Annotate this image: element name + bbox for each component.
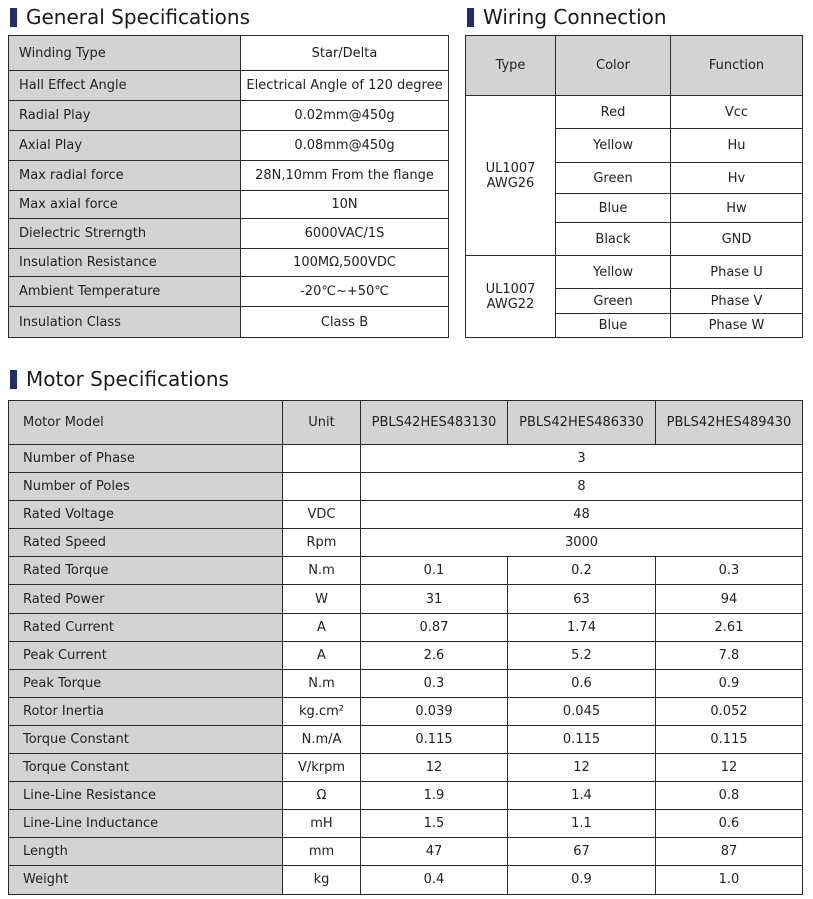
table-row xyxy=(9,725,803,753)
value-cell: 5.2 xyxy=(508,641,656,669)
wire-function: Phase W xyxy=(671,314,803,338)
value-cell: 1.0 xyxy=(656,866,803,894)
spec-value: Electrical Angle of 120 degree xyxy=(241,71,449,101)
spec-value: 100MΩ,500VDC xyxy=(241,249,449,277)
wiring-connection-table xyxy=(465,35,803,338)
value-cell: 63 xyxy=(508,585,656,613)
spec-label: Max radial force xyxy=(9,161,241,191)
table-row xyxy=(9,101,449,131)
table-row xyxy=(9,697,803,725)
spec-label: Hall Effect Angle xyxy=(9,71,241,101)
unit-cell: mm xyxy=(283,838,361,866)
spec-value: 6000VAC/1S xyxy=(241,219,449,249)
unit-cell: N.m xyxy=(283,557,361,585)
heading-bar-icon xyxy=(10,8,17,27)
value-cell: 0.115 xyxy=(656,725,803,753)
unit-cell: VDC xyxy=(283,501,361,529)
value-cell: 0.3 xyxy=(656,557,803,585)
value-cell: 1.1 xyxy=(508,810,656,838)
value-cell: 0.1 xyxy=(361,557,508,585)
spec-label: Insulation Class xyxy=(9,307,241,338)
general-specifications-heading xyxy=(10,5,250,29)
value-cell: 47 xyxy=(361,838,508,866)
wire-color: Black xyxy=(556,223,671,256)
value-cell: 12 xyxy=(508,754,656,782)
spec-label: Axial Play xyxy=(9,131,241,161)
value-cell: 0.8 xyxy=(656,782,803,810)
spec-value: -20℃~+50℃ xyxy=(241,277,449,307)
wiring-connection-heading xyxy=(467,5,667,29)
column-header: Unit xyxy=(283,401,361,445)
value-cell: 0.6 xyxy=(656,810,803,838)
value-cell: 7.8 xyxy=(656,641,803,669)
column-header: PBLS42HES483130 xyxy=(361,401,508,445)
value-cell: 0.2 xyxy=(508,557,656,585)
wire-function: Hw xyxy=(671,194,803,223)
value-cell: 0.6 xyxy=(508,669,656,697)
spec-label: Dielectric Strerngth xyxy=(9,219,241,249)
table-row xyxy=(9,557,803,585)
table-row xyxy=(9,669,803,697)
wire-function: Hv xyxy=(671,163,803,194)
wire-type: UL1007 AWG22 xyxy=(466,256,556,338)
value-cell: 0.4 xyxy=(361,866,508,894)
value-cell: 2.6 xyxy=(361,641,508,669)
value-cell: 87 xyxy=(656,838,803,866)
table-row xyxy=(466,256,803,289)
wire-function: Phase V xyxy=(671,289,803,314)
spec-value: Class B xyxy=(241,307,449,338)
value-cell: 67 xyxy=(508,838,656,866)
unit-cell xyxy=(283,445,361,473)
wire-type: UL1007 AWG26 xyxy=(466,96,556,256)
value-cell: 8 xyxy=(361,473,803,501)
column-header: Function xyxy=(671,36,803,96)
heading-text: Wiring Connection xyxy=(483,5,667,29)
table-row xyxy=(9,277,449,307)
motor-specifications-table xyxy=(8,400,803,895)
table-row xyxy=(9,754,803,782)
value-cell: 12 xyxy=(361,754,508,782)
value-cell: 3 xyxy=(361,445,803,473)
value-cell: 0.3 xyxy=(361,669,508,697)
parameter-label: Rated Torque xyxy=(9,557,283,585)
parameter-label: Peak Current xyxy=(9,641,283,669)
spec-label: Max axial force xyxy=(9,191,241,219)
table-row xyxy=(9,249,449,277)
wire-function: Vcc xyxy=(671,96,803,129)
table-row xyxy=(9,866,803,894)
table-row xyxy=(9,529,803,557)
unit-cell: A xyxy=(283,641,361,669)
heading-bar-icon xyxy=(10,370,17,389)
table-row xyxy=(9,473,803,501)
value-cell: 0.9 xyxy=(656,669,803,697)
table-row xyxy=(9,585,803,613)
parameter-label: Torque Constant xyxy=(9,725,283,753)
value-cell: 0.052 xyxy=(656,697,803,725)
unit-cell: W xyxy=(283,585,361,613)
unit-cell: kg xyxy=(283,866,361,894)
spec-value: 0.08mm@450g xyxy=(241,131,449,161)
parameter-label: Rated Power xyxy=(9,585,283,613)
heading-text: Motor Specifications xyxy=(26,367,229,391)
parameter-label: Peak Torque xyxy=(9,669,283,697)
value-cell: 2.61 xyxy=(656,613,803,641)
value-cell: 0.9 xyxy=(508,866,656,894)
parameter-label: Rated Current xyxy=(9,613,283,641)
heading-bar-icon xyxy=(467,8,474,27)
value-cell: 3000 xyxy=(361,529,803,557)
unit-cell: Ω xyxy=(283,782,361,810)
value-cell: 48 xyxy=(361,501,803,529)
wire-color: Yellow xyxy=(556,129,671,163)
unit-cell xyxy=(283,473,361,501)
wire-function: GND xyxy=(671,223,803,256)
value-cell: 1.5 xyxy=(361,810,508,838)
spec-label: Radial Play xyxy=(9,101,241,131)
spec-label: Winding Type xyxy=(9,36,241,71)
unit-cell: kg.cm² xyxy=(283,697,361,725)
table-row xyxy=(9,131,449,161)
table-row xyxy=(9,36,449,71)
parameter-label: Line-Line Inductance xyxy=(9,810,283,838)
parameter-label: Rotor Inertia xyxy=(9,697,283,725)
table-row xyxy=(9,191,449,219)
value-cell: 0.115 xyxy=(508,725,656,753)
value-cell: 1.9 xyxy=(361,782,508,810)
table-row xyxy=(9,307,449,338)
unit-cell: N.m/A xyxy=(283,725,361,753)
value-cell: 0.045 xyxy=(508,697,656,725)
table-row xyxy=(9,445,803,473)
column-header: Motor Model xyxy=(9,401,283,445)
heading-text: General Specifications xyxy=(26,5,251,29)
parameter-label: Rated Voltage xyxy=(9,501,283,529)
parameter-label: Weight xyxy=(9,866,283,894)
unit-cell: V/krpm xyxy=(283,754,361,782)
wire-color: Red xyxy=(556,96,671,129)
value-cell: 1.74 xyxy=(508,613,656,641)
column-header: PBLS42HES489430 xyxy=(656,401,803,445)
table-row xyxy=(466,96,803,129)
value-cell: 0.87 xyxy=(361,613,508,641)
wire-function: Hu xyxy=(671,129,803,163)
spec-value: 28N,10mm From the flange xyxy=(241,161,449,191)
spec-label: Insulation Resistance xyxy=(9,249,241,277)
wire-color: Blue xyxy=(556,314,671,338)
unit-cell: Rpm xyxy=(283,529,361,557)
column-header: Color xyxy=(556,36,671,96)
unit-cell: mH xyxy=(283,810,361,838)
parameter-label: Line-Line Resistance xyxy=(9,782,283,810)
value-cell: 12 xyxy=(656,754,803,782)
table-row xyxy=(9,613,803,641)
unit-cell: A xyxy=(283,613,361,641)
spec-value: 10N xyxy=(241,191,449,219)
column-header: Type xyxy=(466,36,556,96)
table-row xyxy=(9,810,803,838)
value-cell: 1.4 xyxy=(508,782,656,810)
header-row xyxy=(466,36,803,96)
table-row xyxy=(9,161,449,191)
value-cell: 94 xyxy=(656,585,803,613)
spec-value: Star/Delta xyxy=(241,36,449,71)
table-row xyxy=(9,641,803,669)
motor-specifications-heading xyxy=(10,367,229,391)
value-cell: 0.115 xyxy=(361,725,508,753)
wire-color: Green xyxy=(556,163,671,194)
parameter-label: Torque Constant xyxy=(9,754,283,782)
wire-color: Green xyxy=(556,289,671,314)
spec-value: 0.02mm@450g xyxy=(241,101,449,131)
parameter-label: Length xyxy=(9,838,283,866)
header-row xyxy=(9,401,803,445)
unit-cell: N.m xyxy=(283,669,361,697)
parameter-label: Number of Phase xyxy=(9,445,283,473)
parameter-label: Rated Speed xyxy=(9,529,283,557)
wire-function: Phase U xyxy=(671,256,803,289)
wire-color: Blue xyxy=(556,194,671,223)
value-cell: 0.039 xyxy=(361,697,508,725)
value-cell: 31 xyxy=(361,585,508,613)
column-header: PBLS42HES486330 xyxy=(508,401,656,445)
wire-color: Yellow xyxy=(556,256,671,289)
general-specifications-table xyxy=(8,35,449,338)
spec-label: Ambient Temperature xyxy=(9,277,241,307)
table-row xyxy=(9,501,803,529)
table-row xyxy=(9,838,803,866)
table-row xyxy=(9,219,449,249)
table-row xyxy=(9,71,449,101)
parameter-label: Number of Poles xyxy=(9,473,283,501)
table-row xyxy=(9,782,803,810)
